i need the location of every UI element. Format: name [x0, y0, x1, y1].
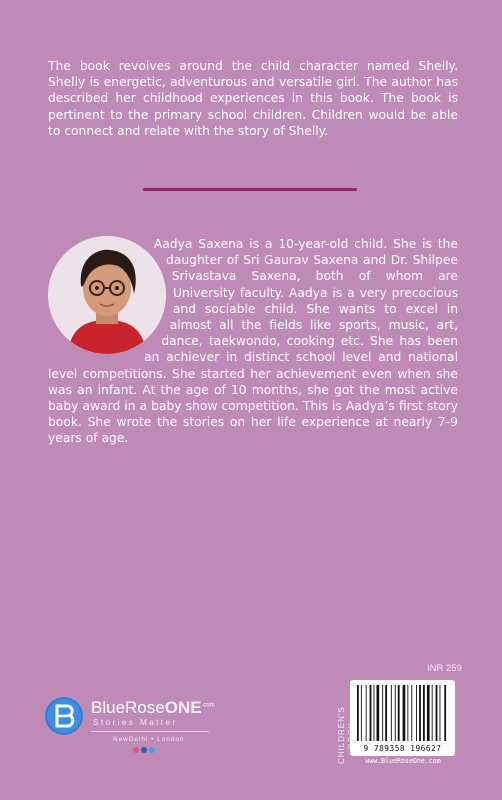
barcode-bars: [355, 685, 450, 741]
bluerose-logo-icon: [45, 697, 83, 735]
facebook-icon: [141, 747, 147, 753]
publisher-logo: [45, 697, 215, 767]
isbn-number: 9 789358 196627: [363, 744, 442, 753]
twitter-icon: [149, 747, 155, 753]
publisher-name: BlueRoseONE$^{.com}$: [91, 698, 215, 717]
author-bio-section: [48, 236, 458, 447]
author-portrait-illustration: [48, 236, 166, 354]
author-bio-text: Aadya Saxena is a 10-year-old child. She is the daughter of Sri Gaurav Saxena and Dr. Shilpee Srivastava Saxena, both of whom are University faculty. Aadya is a very precocious and sociable child. She wants to excel in almost all the fields like sports, music, art, dance, taekwondo, cooking etc. She has been an achiever in distinct school level and national level competitions. She started her achievement even when she was an infant. At the age of 10 months, she got the most active baby award in a baby show competition. This is Aadya’s first story book. She wrote the stories on her life experience at nearly 7-9 years of age.: [48, 237, 458, 446]
instagram-icon: [133, 747, 139, 753]
publisher-cities: NewDelhi • London: [113, 736, 185, 743]
publisher-website: www.BlueRoseOne.com: [365, 757, 441, 765]
publisher-separator: [91, 731, 209, 732]
price-label: INR 259: [427, 663, 462, 674]
publisher-tagline: Stories Matter: [93, 718, 178, 727]
social-icons: [133, 747, 155, 753]
book-blurb: The book revolves around the child character named Shelly. Shelly is energetic, adventurous and versatile girl. The author has described her childhood experiences in this book. The book is pertinent to the primary school children. Children would be able to connect and relate with the story of Shelly.: [48, 59, 458, 138]
section-divider: [143, 188, 357, 191]
isbn-barcode: [350, 680, 455, 756]
author-portrait: [48, 236, 166, 354]
category-label: CHILDREN'S: [337, 706, 346, 764]
